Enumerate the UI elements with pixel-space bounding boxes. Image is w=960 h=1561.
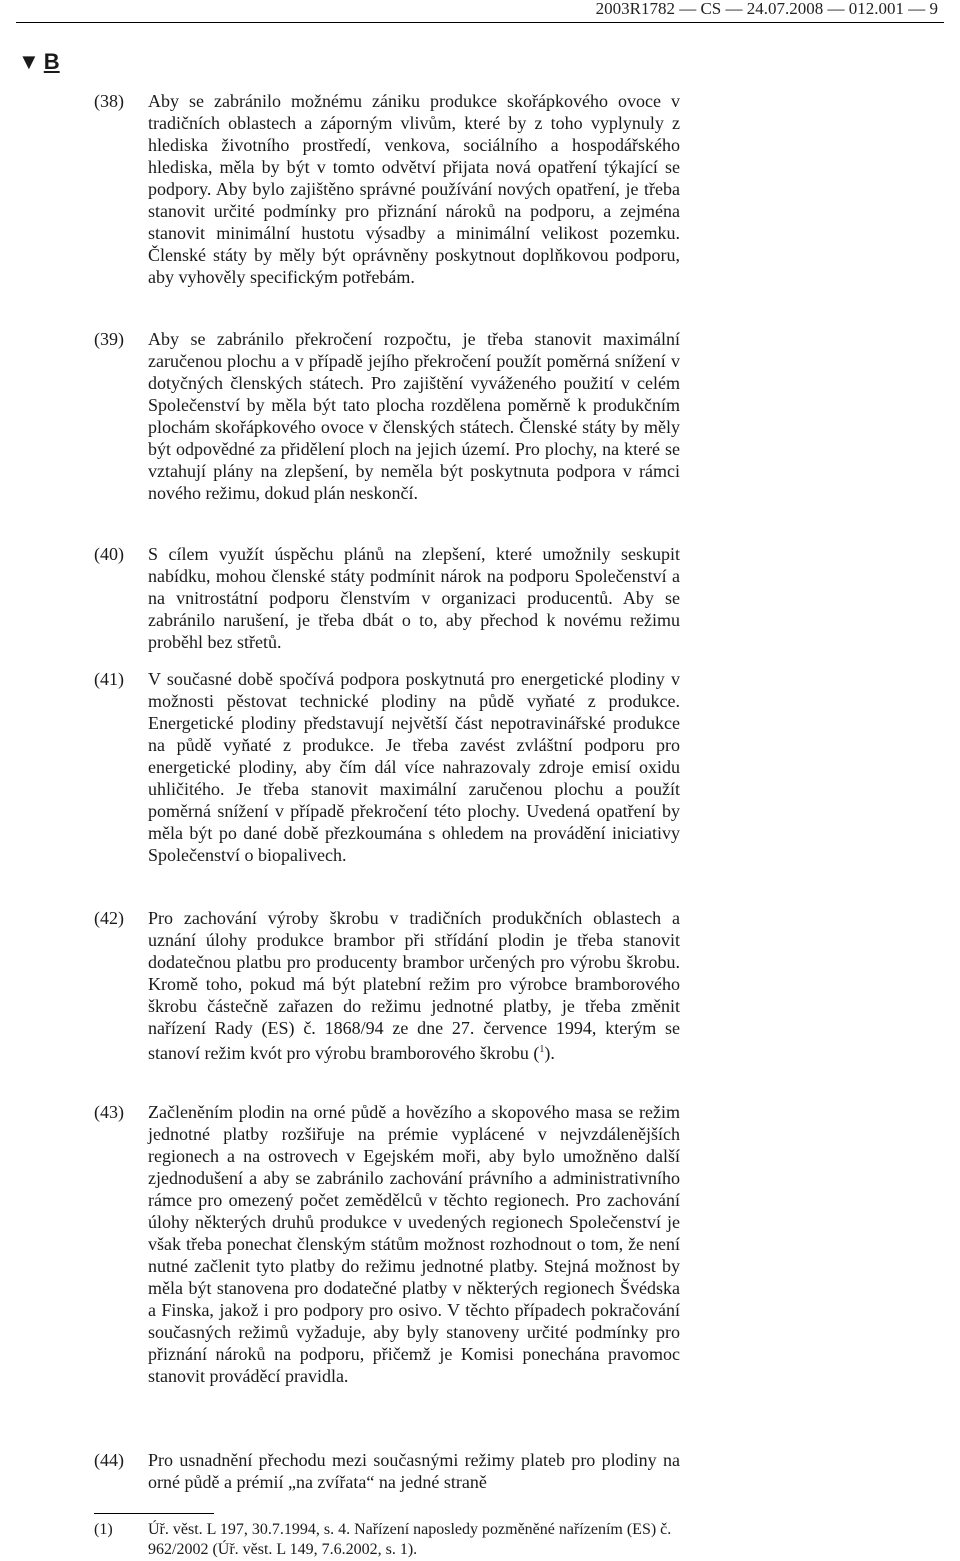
recital-text: V současné době spočívá podpora poskytnutá pro energetické plodiny v možnosti pěstovat technické plodiny na půdě vyňaté z produkce. Energetické plodiny představují největší část nepotravinářské produkce na půdě vyňaté z produkce. Je třeba zavést zvláštní podporu pro energetické plodiny, aby čím dál více nahrazovaly zdroje emisí oxidu uhličitého. Je třeba stanovit maximální zaručenou plochu a použít poměrná snížení v případě překročení této plochy. Uvedená opatření by měla být po dané době přezkoumána s ohledem na provádění iniciativy Společenství o biopalivech. [148,669,680,865]
recital-text: Pro usnadnění přechodu mezi současnými režimy plateb pro plodiny na orné půdě a prémií „na zvířata“ na jedné straně [148,1450,680,1492]
recital-42 [94,907,680,1064]
recital-40 [94,543,680,653]
triangle-down-icon: ▼ [18,49,40,74]
recital-text: Aby se zabránilo překročení rozpočtu, je třeba stanovit maximální zaručenou plochu a v případě jejího překročení použít poměrná snížení v dotyčných členských státech. Pro zajištění vyváženého použití v celém Společenství by měla být tato plocha rozdělena poměrně k produkčním plochám skořápkového ovoce v členských státech. Členské státy by měly být odpovědné za přidělení ploch na jejich území. Pro plochy, na které se vztahují plány na zlepšení, by neměla být poskytnuta podpora v rámci nového režimu, dokud plán neskončí. [148,329,680,503]
footnote-rule [94,1513,214,1514]
amendment-marker [18,49,60,75]
footnote-text: Úř. věst. L 197, 30.7.1994, s. 4. Nařízení naposledy pozměněné nařízením (ES) č. 962/2002 (Úř. věst. L 149, 7.6.2002, s. 1). [148,1521,672,1558]
recital-text [148,907,680,1064]
recital-text: Začleněním plodin na orné půdě a hovězího a skopového masa se režim jednotné platby rozšiřuje na prémie vyplácené v nejvzdálenějších regionech a na ostrovech v Egejském moři, aby bylo umožněno další zjednodušení a aby se zabránilo zachování právního a administrativního rámce pro omezený počet zemědělců v těchto regionech. Pro zachování úlohy některých druhů produkce v uvedených regionech Společenství je však třeba ponechat členským státům možnost rozhodnout o tom, že není nutné začlenit tyto platby do režimu jednotné platby. Stejná možnost by měla být stanovena pro dodatečné platby v některých regionech Švédska a Finska, jakož i pro podpory pro osivo. V těchto případech pokračování současných režimů vyžaduje, aby byly stanoveny určité podmínky pro přiznání nároků na podporu, přičemž je Komisi ponechána pravomoc stanovit prováděcí pravidla. [148,1102,680,1386]
footnote [94,1520,714,1560]
recital-number: (42) [94,908,124,928]
recital-41 [94,668,680,866]
footnote-ref: 1 [539,1044,545,1055]
recital-text: S cílem využít úspěchu plánů na zlepšení, které umožnily seskupit nabídku, mohou členské státy podmínit nárok na podporu Společenství a na vnitrostátní podporu členstvím v organizaci producentů. Aby se zabránilo narušení, je třeba dbát o to, aby přechod k novému režimu proběhl bez střetů. [148,544,680,652]
recital-39 [94,328,680,504]
header-rule [16,22,944,23]
recital-number: (39) [94,329,124,349]
recital-number: (44) [94,1450,124,1470]
marker-label: B [43,49,60,74]
recital-text: Aby se zabránilo možnému zániku produkce skořápkového ovoce v tradičních oblastech a záporným vlivům, které by z toho vyplynuly z hlediska životního prostředí, venkova, sociálního a hospodářského hlediska, měla by být v tomto odvětví přijata nová opatření týkající se podpory. Aby bylo zajištěno správné používání nových opatření, je třeba stanovit určité podmínky pro přiznání nároků na podporu, a zejména stanovit minimální hustotu výsadby a minimální velikost pozemku. Členské státy by měly být oprávněny poskytnout doplňkovou podporu, aby vyhověly specifickým potřebám. [148,91,680,287]
recital-text-body: Pro zachování výroby škrobu v tradičních produkčních oblastech a uznání úlohy produkce brambor při střídání plodin je třeba stanovit dodatečnou platbu pro producenty brambor určených pro výrobu škrobu. Kromě toho, pokud má být platební režim pro výrobce bramborového škrobu částečně zařazen do režimu jednotné platby, je třeba změnit nařízení Rady (ES) č. 1868/94 ze dne 27. července 1994, kterým se stanoví režim kvót pro výrobu bramborového škrobu ( [148,908,680,1063]
recital-text-tail: ). [544,1043,555,1063]
recital-number: (43) [94,1102,124,1122]
recital-44 [94,1449,680,1493]
recital-number: (40) [94,544,124,564]
footnote-number: (1) [94,1521,113,1538]
recital-38 [94,90,680,288]
recital-number: (41) [94,669,124,689]
recital-43 [94,1101,680,1387]
recital-number: (38) [94,91,124,111]
page-header: 2003R1782 — CS — 24.07.2008 — 012.001 — 9 [595,0,938,18]
